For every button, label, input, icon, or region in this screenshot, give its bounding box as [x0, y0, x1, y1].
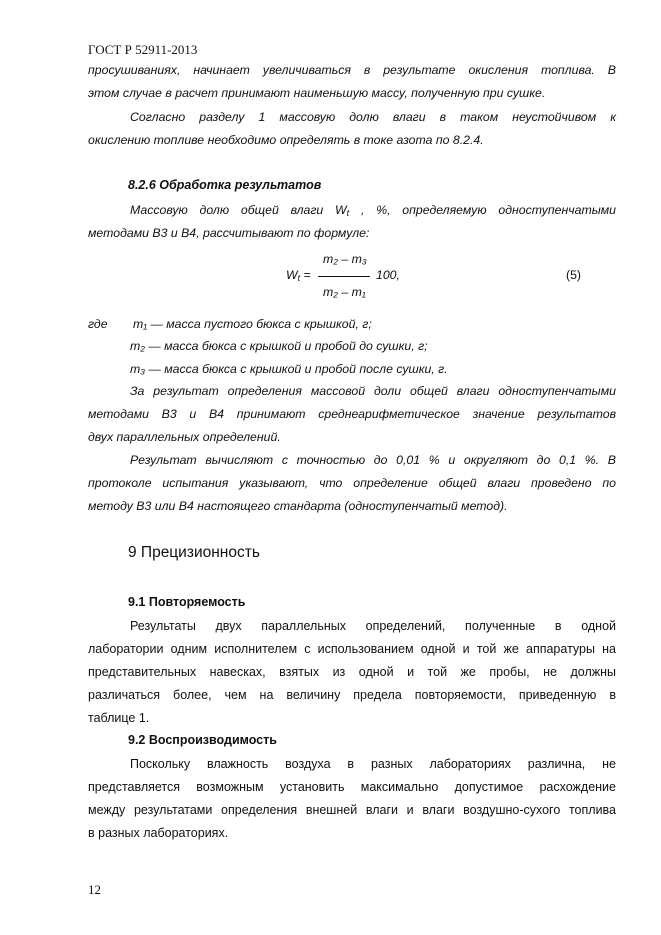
text-line: лаборатории одним исполнителем с использованием одной и той же аппаратуры на: [88, 642, 616, 656]
text-line: Массовую долю общей влаги $W_t$ , %, определяемую одноступенчатыми: [130, 203, 617, 218]
where-item-m1: m₁ — масса пустого бюкса с крышкой, г;: [133, 317, 372, 331]
section-heading-9-1: 9.1 Повторяемость: [128, 595, 246, 609]
text-line: окислению топливе необходимо определять в токе азота по 8.2.4.: [88, 133, 484, 147]
where-label: где: [88, 317, 108, 331]
text-line: двух параллельных определений.: [88, 430, 281, 444]
text-line: таблице 1.: [88, 711, 150, 725]
section-heading-9: 9 Прецизионность: [128, 544, 260, 561]
text-line: этом случае в расчет принимают наименьшую массу, полученную при сушке.: [88, 86, 546, 100]
text-line: За результат определения массовой доли общей влаги одноступенчатыми: [130, 384, 616, 398]
formula-denominator: m₂ – m₁: [323, 285, 366, 299]
formula-multiplier: 100,: [376, 268, 400, 282]
formula-number: (5): [566, 268, 582, 282]
text-line: просушиваниях, начинает увеличиваться в результате окисления топлива. В: [88, 63, 616, 77]
document-header: ГОСТ Р 52911-2013: [88, 42, 198, 57]
text-line: между результатами определения внешней влаги и влаги воздушно-сухого топлива: [88, 803, 616, 817]
text-line: Поскольку влажность воздуха в разных лабораториях различна, не: [130, 757, 616, 771]
text-line: в разных лабораториях.: [88, 826, 229, 840]
section-heading-8-2-6: 8.2.6 Обработка результатов: [128, 178, 322, 192]
text-line: методами В3 и В4, рассчитывают по формуле:: [88, 226, 370, 240]
text-line: Результат вычисляют с точностью до 0,01 % и округляют до 0,1 %. В: [130, 453, 616, 467]
formula-numerator: m₂ – m₃: [323, 252, 367, 266]
fraction-line: [318, 276, 370, 277]
text-line: Результаты двух параллельных определений, полученные в одной: [130, 619, 616, 633]
text-line: различаться более, чем на величину предела повторяемости, приведенную в: [88, 688, 616, 702]
text-line: протоколе испытания указывают, что определение общей влаги проведено по: [88, 476, 616, 490]
text-line: представительных навесках, взятых из одной и той же пробы, не должны: [88, 665, 616, 679]
text-line: методами В3 и В4 принимают среднеарифметическое значение результатов: [88, 407, 616, 421]
text-line: Согласно разделу 1 массовую долю влаги в таком неустойчивом к: [130, 110, 616, 124]
formula-lhs: $W_t$ =: [286, 268, 311, 283]
text-line: методу В3 или В4 настоящего стандарта (одноступенчатый метод).: [88, 499, 508, 513]
section-heading-9-2: 9.2 Воспроизводимость: [128, 733, 277, 747]
where-item-m3: m₃ — масса бюкса с крышкой и пробой после сушки, г.: [130, 362, 448, 376]
text-line: представляется возможным установить максимально допустимое расхождение: [88, 780, 616, 794]
where-item-m2: m₂ — масса бюкса с крышкой и пробой до сушки, г;: [130, 339, 428, 353]
page-number: 12: [88, 882, 101, 897]
